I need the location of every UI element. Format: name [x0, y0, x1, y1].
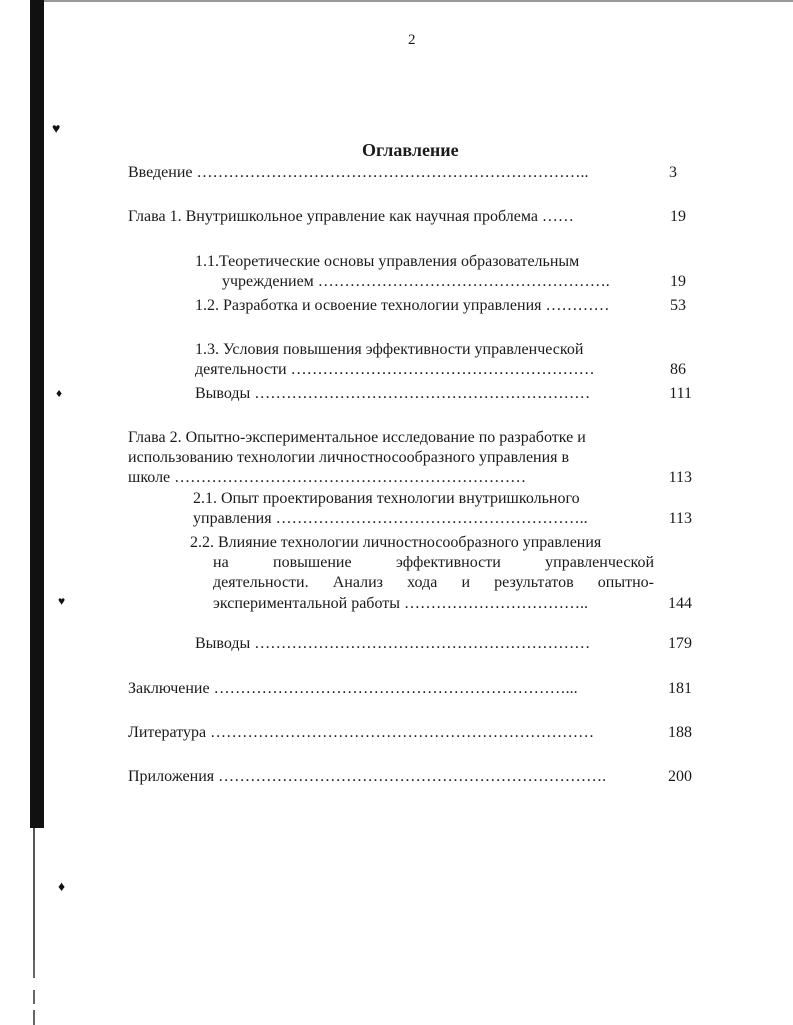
scan-top-edge [30, 0, 793, 2]
toc-entry-chapter-2[interactable]: Глава 2. Опытно-экспериментальное исследование по разработке и [128, 429, 586, 446]
toc-page-number: 86 [670, 361, 686, 378]
punch-mark-icon: ♥ [58, 594, 66, 608]
toc-entry-section-1-1[interactable]: 1.1.Теоретические основы управления образовательным [195, 253, 580, 270]
toc-entry-section-2-1-cont[interactable]: управления ………………………………………………….. [193, 510, 588, 527]
toc-title: Оглавление [362, 140, 459, 160]
toc-page-number: 181 [668, 680, 692, 697]
toc-entry-section-1-1-cont[interactable]: учреждением ………………………………………………. [222, 273, 610, 290]
toc-entry-chapter-2-cont[interactable]: школе ………………………………………………………… [128, 469, 527, 486]
punch-mark-icon: ♦ [58, 880, 66, 895]
toc-entry-introduction[interactable]: Введение ……………………………………………………………….. [128, 164, 589, 181]
toc-page-number: 200 [668, 768, 692, 785]
toc-entry-section-1-2[interactable]: 1.2. Разработка и освоение технологии управления ………… [195, 297, 610, 314]
toc-entry-section-1-3-cont[interactable]: деятельности ………………………………………………… [195, 361, 595, 378]
toc-page-number: 144 [668, 595, 692, 612]
toc-entry-chapter-1[interactable]: Глава 1. Внутришкольное управление как научная проблема …… [128, 208, 574, 225]
punch-mark-icon: ♥ [52, 122, 61, 137]
toc-entry-appendix[interactable]: Приложения ………………………………………………………………. [128, 768, 607, 785]
toc-page-number: 188 [668, 724, 692, 741]
punch-mark-icon: ♦ [56, 386, 63, 400]
page-number: 2 [408, 32, 416, 48]
scan-left-binding-shadow [30, 0, 44, 828]
toc-entry-section-2-1[interactable]: 2.1. Опыт проектирования технологии внутришкольного [193, 490, 580, 507]
toc-page-number: 179 [668, 635, 692, 652]
toc-page-number: 53 [670, 297, 686, 314]
toc-entry-section-2-2[interactable]: 2.2. Влияние технологии личностносообразного управления [190, 534, 602, 551]
scan-edge-tick [33, 960, 35, 978]
toc-entry-section-2-2-cont[interactable]: на повышение эффективности управленческой [213, 554, 654, 571]
toc-entry-section-2-2-cont[interactable]: деятельности. Анализ хода и результатов опытно- [213, 574, 654, 591]
toc-page-number: 3 [669, 164, 677, 181]
toc-entry-literature[interactable]: Литература ……………………………………………………………… [128, 724, 595, 741]
toc-page-number: 113 [668, 510, 692, 527]
toc-page-number: 19 [670, 273, 686, 290]
toc-entry-conclusions-2[interactable]: Выводы ……………………………………………………… [195, 635, 591, 652]
scan-edge-tick [33, 1010, 35, 1025]
scan-left-edge-line [33, 828, 35, 968]
toc-entry-conclusions-1[interactable]: Выводы ……………………………………………………… [195, 385, 591, 402]
toc-page-number: 111 [669, 385, 692, 402]
toc-entry-section-1-3[interactable]: 1.3. Условия повышения эффективности управленческой [195, 341, 584, 358]
toc-page-number: 19 [670, 208, 686, 225]
toc-entry-section-2-2-cont[interactable]: экспериментальной работы …………………………….. [213, 595, 588, 612]
toc-entry-conclusion[interactable]: Заключение …………………………………………………………... [128, 680, 578, 697]
toc-entry-chapter-2-cont[interactable]: использованию технологии личностносообразного управления в [128, 449, 570, 466]
scan-edge-tick [33, 990, 35, 1004]
toc-page-number: 113 [668, 469, 692, 486]
